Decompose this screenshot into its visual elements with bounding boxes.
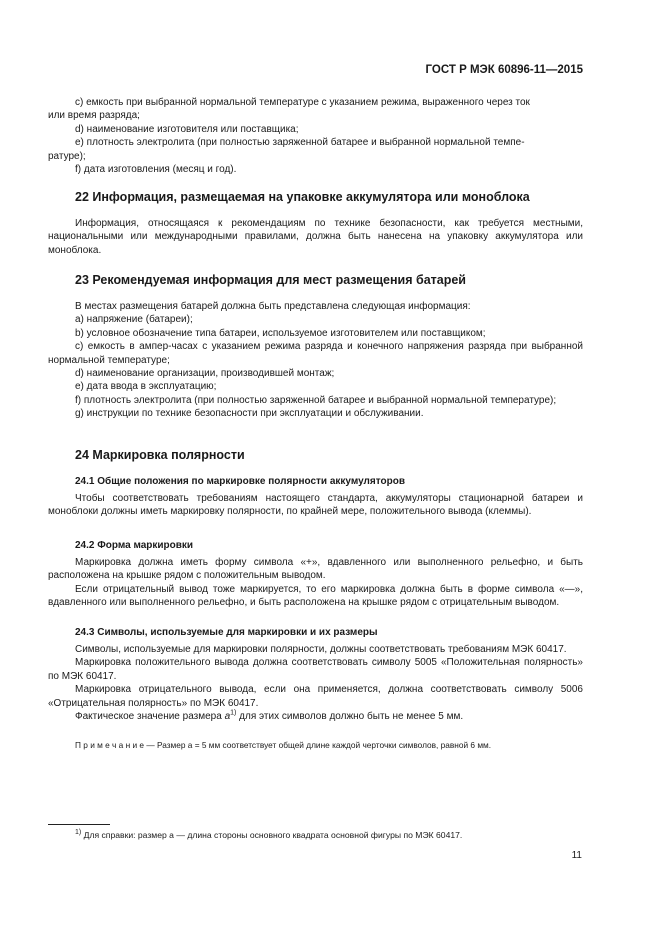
note: П р и м е ч а н и е — Размер a = 5 мм соответствует общей длине каждой черточки символов, равной 6 мм. <box>75 740 492 750</box>
subsection-24-1-body <box>48 492 583 519</box>
list-item-f: f) дата изготовления (месяц и год). <box>75 164 237 176</box>
list-item-c-cont: или время разряда; <box>48 110 140 122</box>
section-23-item-c: c) емкость в ампер-часах с указанием режима разряда и конечного напряжения разряда при выбранной нормальной температуре; <box>48 341 583 366</box>
list-item-c: c) емкость при выбранной нормальной температуре с указанием режима, выраженного через ток <box>75 97 530 108</box>
section-23-body <box>48 300 583 421</box>
p4-variable: a <box>224 711 231 723</box>
section-23-item-g: g) инструкции по технике безопасности при эксплуатации и обслуживании. <box>75 408 424 420</box>
subsection-24-2-p2: Если отрицательный вывод тоже маркируется, то его маркировка должна быть в форме символа «—», вдавленного или выполненного рельефно, и быть расположена на крышке рядом с отрицательным выводом. <box>48 583 583 609</box>
footnote-text: Для справки: размер a — длина стороны основного квадрата основной фигуры по МЭК 60417. <box>81 830 463 840</box>
section-22-text: Информация, относящаяся к рекомендациям по технике безопасности, как требуется местными, национальными или международными правилами, должна быть нанесена на упаковку аккумулятора или моноблока. <box>48 218 583 256</box>
section-23-item-f: f) плотность электролита (при полностью заряженной батарее и выбранной нормальной температуре); <box>75 394 557 406</box>
subsection-24-3-body <box>48 643 583 723</box>
section-23-item-e: e) дата ввода в эксплуатацию; <box>75 381 217 393</box>
subsection-24-3-p1: Символы, используемые для маркировки полярности, должны соответствовать требованиям МЭК 60417. <box>75 644 567 655</box>
section-23-item-b: b) условное обозначение типа батареи, используемое изготовителем или поставщиком; <box>75 327 486 339</box>
subsection-24-3-p2: Маркировка положительного вывода должна соответствовать символу 5005 «Положительная полярность» по МЭК 60417. <box>48 657 583 682</box>
section-23-item-d: d) наименование организации, производившей монтаж; <box>75 368 335 380</box>
list-item-d: d) наименование изготовителя или поставщика; <box>75 123 299 135</box>
section-23-intro: В местах размещения батарей должна быть представлена следующая информация: <box>75 301 471 312</box>
p4-after: для этих символов должно быть не менее 5 мм. <box>236 711 464 723</box>
subsection-24-3-p4 <box>48 710 583 723</box>
section-23-item-a: a) напряжение (батареи); <box>75 314 193 326</box>
subsection-24-3-p3: Маркировка отрицательного вывода, если она применяется, должна соответствовать символу 5006 «Отрицательная полярность» по МЭК 60417. <box>48 684 583 709</box>
section-22-body <box>48 217 583 257</box>
section-23-heading: 23 Рекомендуемая информация для мест размещения батарей <box>75 273 466 287</box>
list-item-e-cont: ратуре); <box>48 150 86 162</box>
subsection-24-1-text: Чтобы соответствовать требованиям настоящего стандарта, аккумуляторы стационарной батареи и моноблоки должны иметь маркировку полярности, по крайней мере, положительного вывода (клеммы). <box>48 493 583 518</box>
footnote <box>75 830 462 840</box>
section-22-heading: 22 Информация, размещаемая на упаковке аккумулятора или моноблока <box>75 190 530 204</box>
p4-before: Фактическое значение размера <box>75 711 225 723</box>
subsection-24-2-heading: 24.2 Форма маркировки <box>75 540 194 551</box>
footnote-mark: 1) <box>75 829 82 837</box>
footnote-separator <box>48 824 110 825</box>
document-header: ГОСТ Р МЭК 60896-11—2015 <box>425 64 583 76</box>
list-item-e: e) плотность электролита (при полностью заряженной батарее и выбранной нормальной темпе- <box>75 137 525 149</box>
subsection-24-2-p1: Маркировка должна иметь форму символа «+», вдавленного или выполненного рельефно, и быть расположена на крышке рядом с положительным выводом. <box>48 557 583 582</box>
subsection-24-1-heading: 24.1 Общие положения по маркировке полярности аккумуляторов <box>75 476 405 487</box>
subsection-24-3-heading: 24.3 Символы, используемые для маркировки и их размеры <box>75 627 378 638</box>
intro-list <box>48 96 583 176</box>
section-24-heading: 24 Маркировка полярности <box>75 448 245 462</box>
page-number: 11 <box>571 850 582 861</box>
footnote-ref: 1) <box>230 709 237 717</box>
subsection-24-2-body <box>48 556 583 610</box>
